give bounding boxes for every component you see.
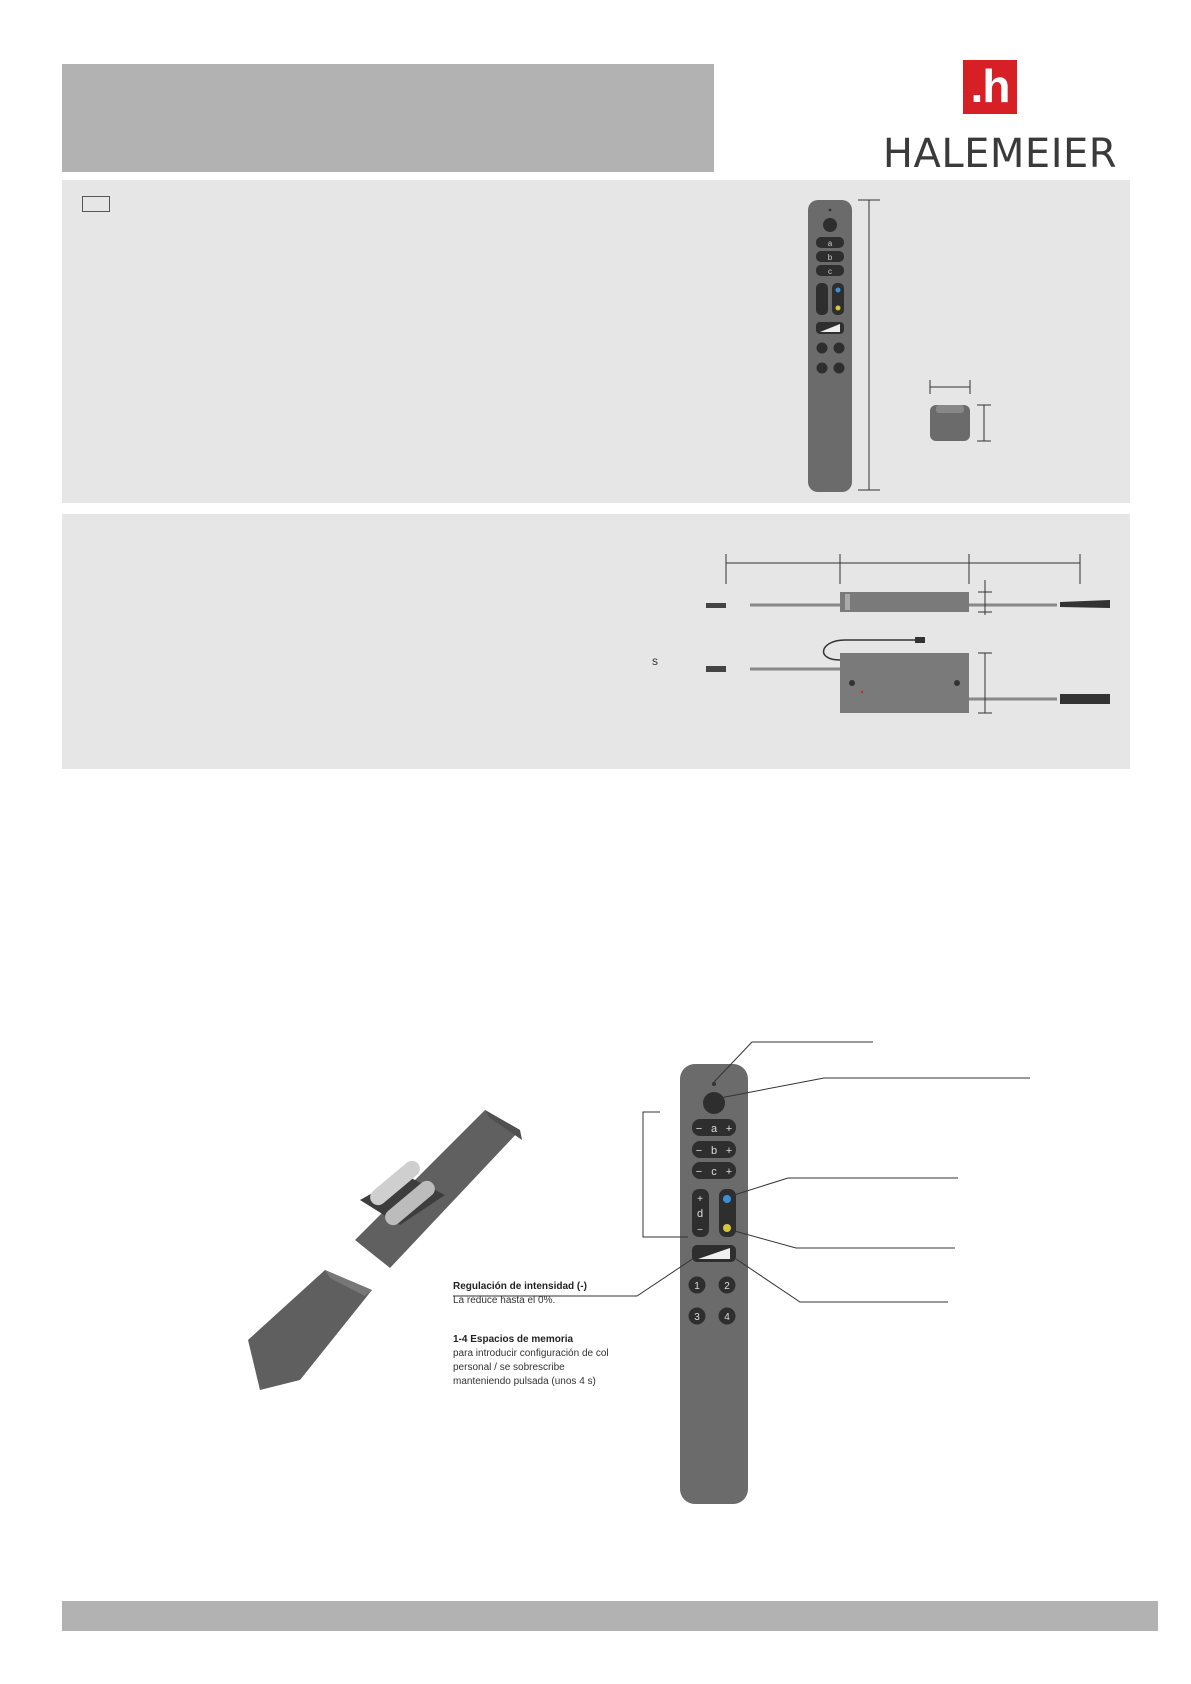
driver-top-body [840, 653, 969, 713]
key-c-label: c [711, 1166, 717, 1178]
memory-key-3-label: 3 [694, 1312, 700, 1323]
connector-right [1060, 600, 1110, 608]
header-bar [62, 64, 714, 172]
memory-caption-line: para introducir configuración de col [453, 1348, 609, 1359]
power-button [823, 218, 837, 232]
key-a-label: a [827, 239, 833, 248]
dimming-caption-title: Regulación de intensidad (-) [453, 1281, 587, 1292]
key-b-label: b [827, 253, 833, 262]
key-d [816, 283, 828, 315]
memory-key-1 [817, 343, 828, 354]
key-a-label: a [710, 1123, 718, 1135]
connector-left-top [706, 666, 726, 672]
plus-c: + [725, 1166, 733, 1178]
driver-side-body [840, 592, 969, 612]
remote-small-figure [800, 196, 1000, 496]
memory-key-2-label: 2 [724, 1281, 730, 1292]
plus-d: + [697, 1194, 703, 1205]
dimming-caption-body: La reduce hasta el 0%. [453, 1295, 556, 1306]
leader-power [720, 1078, 1030, 1098]
plus-a: + [725, 1123, 733, 1135]
yellow-led-icon [723, 1224, 731, 1232]
power-button [703, 1092, 725, 1114]
blue-led-icon [836, 288, 841, 293]
minus-c: − [695, 1166, 703, 1178]
memory-caption-line: personal / se sobrescribe [453, 1362, 565, 1373]
logo-mark-text: .h [970, 60, 1010, 112]
key-b-label: b [710, 1145, 718, 1157]
plus-b: + [725, 1145, 733, 1157]
checkbox-frame [82, 196, 110, 212]
minus-d: − [697, 1225, 703, 1236]
memory-key-3 [817, 363, 828, 374]
driver-figure [690, 545, 1130, 720]
yellow-led-icon [836, 306, 841, 311]
memory-caption-title: 1-4 Espacios de memoria [453, 1334, 574, 1345]
memory-key-4 [834, 363, 845, 374]
memory-caption-line: manteniendo pulsada (unos 4 s) [453, 1376, 596, 1387]
footer-bar [62, 1601, 1158, 1631]
memory-key-4-label: 4 [724, 1312, 730, 1323]
driver-side-label: s [652, 654, 658, 668]
logo-mark [963, 60, 1017, 114]
logo-wordmark: HALEMEIER [882, 131, 1118, 177]
blue-led-icon [723, 1195, 731, 1203]
minus-b: − [695, 1145, 703, 1157]
key-c-label: c [828, 267, 832, 276]
leader-blue [731, 1178, 958, 1196]
key-d-label: d [696, 1208, 704, 1220]
leader-dimmer-plus [736, 1259, 948, 1302]
memory-key-1-label: 1 [694, 1281, 700, 1292]
memory-key-2 [834, 343, 845, 354]
connector-left [706, 603, 726, 608]
status-led [712, 1082, 716, 1086]
halemeier-logo [880, 60, 1120, 180]
minus-a: − [695, 1123, 703, 1135]
connector-right-top [1060, 694, 1110, 704]
status-led [829, 209, 832, 212]
leader-yellow [731, 1230, 955, 1248]
status-led-icon [861, 691, 863, 693]
